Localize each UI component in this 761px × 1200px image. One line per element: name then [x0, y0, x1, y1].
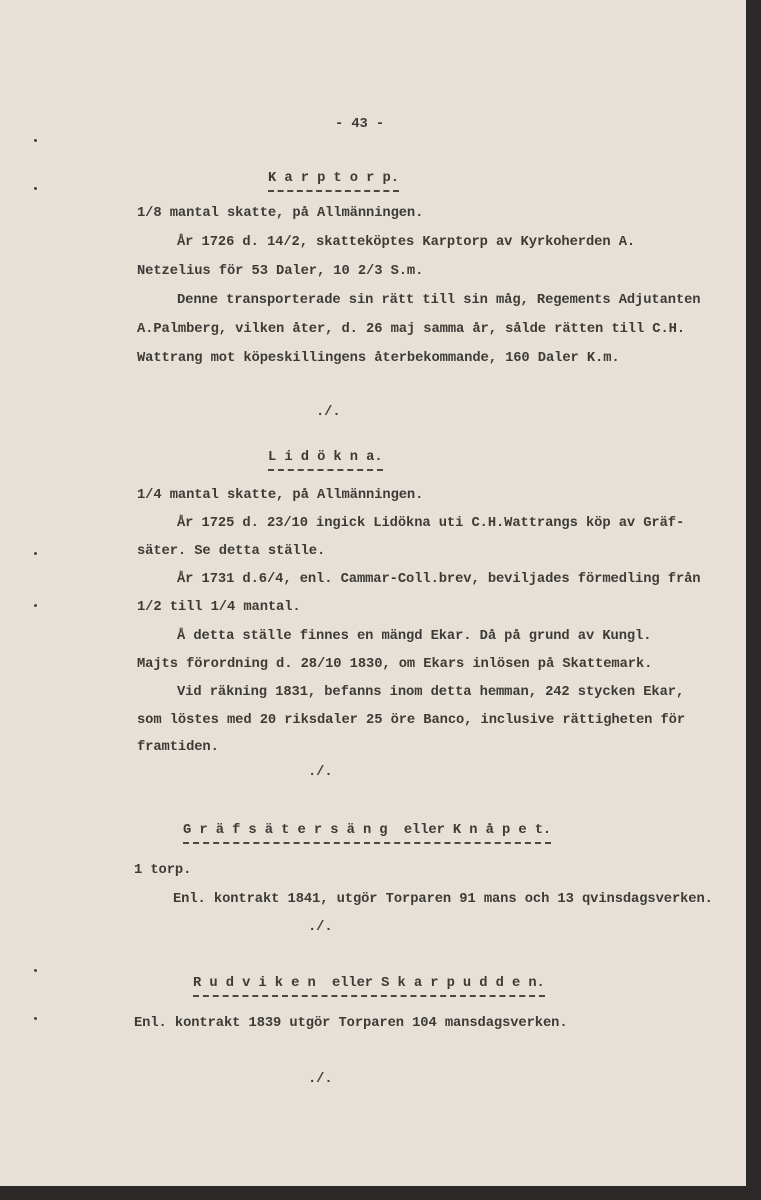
text-line: 1/8 mantal skatte, på Allmänningen.: [137, 206, 424, 221]
text-line: Vid räkning 1831, befanns inom detta hemman, 242 stycken Ekar,: [177, 685, 685, 700]
text-line: 1/2 till 1/4 mantal.: [137, 600, 301, 615]
text-line: Denne transporterade sin rätt till sin måg, Regements Adjutanten: [177, 293, 701, 308]
text-line: A.Palmberg, vilken åter, d. 26 maj samma år, sålde rätten till C.H.: [137, 322, 686, 337]
text-line: År 1726 d. 14/2, skatteköptes Karptorp av Kyrkoherden A.: [177, 235, 636, 250]
text-line: År 1725 d. 23/10 ingick Lidökna uti C.H.Wattrangs köp av Gräf-: [177, 516, 685, 531]
section-heading: L i d ö k n a.: [268, 450, 383, 471]
section-end-mark: ./.: [308, 765, 333, 780]
punch-mark: [34, 552, 37, 555]
page-number: - 43 -: [335, 117, 385, 132]
section-heading: R u d v i k e n eller S k a r p u d d e n.: [193, 976, 545, 997]
punch-mark: [34, 187, 37, 190]
punch-mark: [34, 969, 37, 972]
text-line: Majts förordning d. 28/10 1830, om Ekars inlösen på Skattemark.: [137, 657, 653, 672]
text-line: Wattrang mot köpeskillingens återbekommande, 160 Daler K.m.: [137, 351, 620, 366]
text-line: Enl. kontrakt 1841, utgör Torparen 91 mans och 13 qvinsdagsverken.: [173, 892, 713, 907]
text-line: framtiden.: [137, 740, 219, 755]
punch-mark: [34, 604, 37, 607]
text-line: Netzelius för 53 Daler, 10 2/3 S.m.: [137, 264, 424, 279]
text-line: Å detta ställe finnes en mängd Ekar. Då på grund av Kungl.: [177, 629, 652, 644]
section-end-mark: ./.: [316, 405, 341, 420]
text-line: Enl. kontrakt 1839 utgör Torparen 104 mansdagsverken.: [134, 1016, 568, 1031]
text-line: År 1731 d.6/4, enl. Cammar-Coll.brev, beviljades förmedling från: [177, 572, 701, 587]
section-end-mark: ./.: [308, 1072, 333, 1087]
punch-mark: [34, 139, 37, 142]
section-end-mark: ./.: [308, 920, 333, 935]
section-heading: K a r p t o r p.: [268, 171, 399, 192]
section-heading: G r ä f s ä t e r s ä n g eller K n å p e t.: [183, 823, 551, 844]
punch-mark: [34, 1017, 37, 1020]
text-line: säter. Se detta ställe.: [137, 544, 326, 559]
text-line: 1/4 mantal skatte, på Allmänningen.: [137, 488, 424, 503]
text-line: som löstes med 20 riksdaler 25 öre Banco, inclusive rättigheten för: [137, 713, 686, 728]
text-line: 1 torp.: [134, 863, 192, 878]
